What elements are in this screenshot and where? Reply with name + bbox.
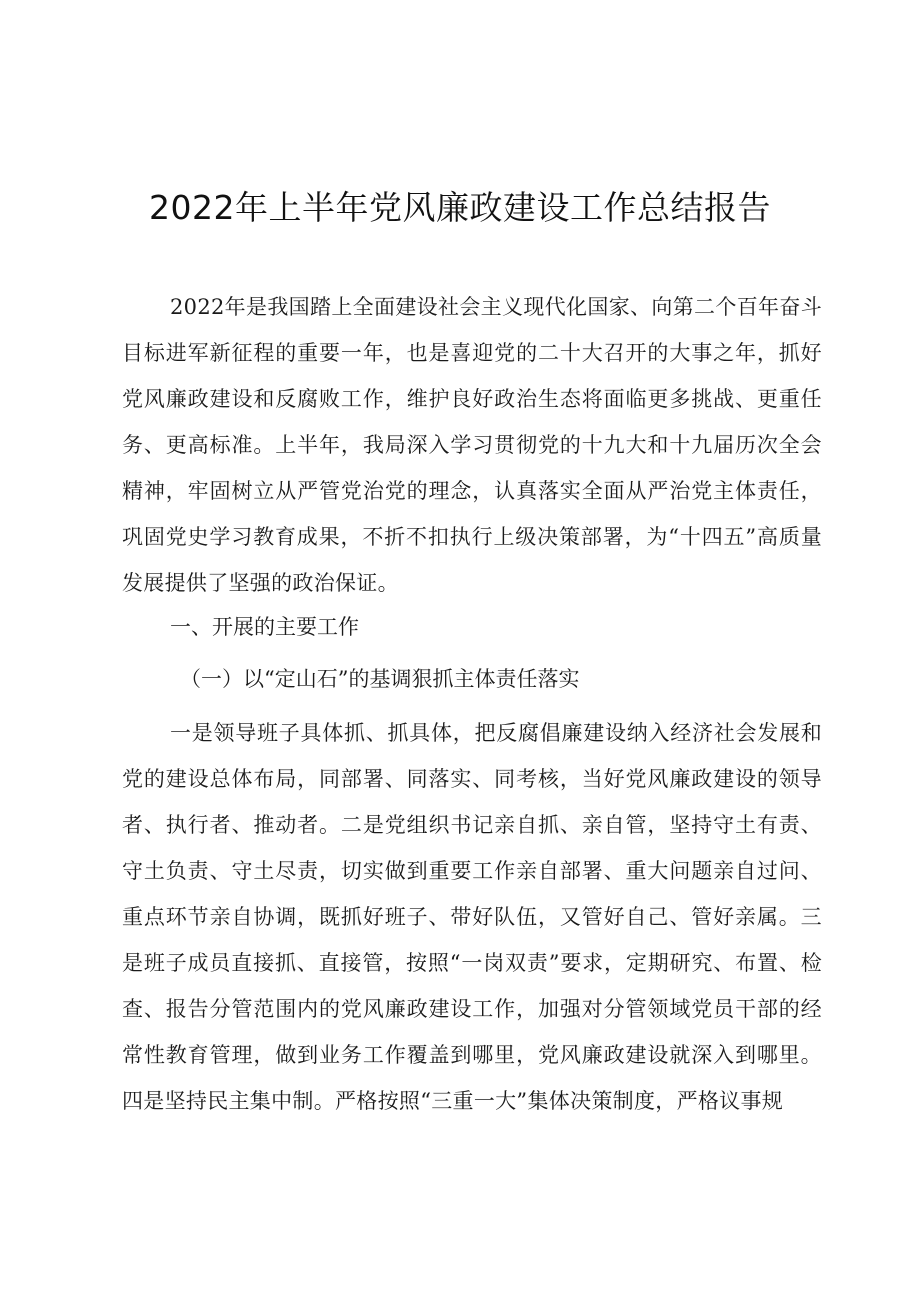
document-title: 2022年上半年党风廉政建设工作总结报告	[149, 188, 771, 227]
intro-paragraph: 2022年是我国踏上全面建设社会主义现代化国家、向第二个百年奋斗目标进军新征程的重要一年，也是喜迎党的二十大召开的大事之年，抓好党风廉政建设和反腐败工作，维护良好政治生态将面临更多挑战、更重任务、更高标准。上半年，我局深入学习贯彻党的十九大和十九届历次全会精神，牢固树立从严管党治党的理念，认真落实全面从严治党主体责任，巩固党史学习教育成果，不折不扣执行上级决策部署，为“十四五”高质量发展提供了坚强的政治保证。	[122, 295, 822, 595]
section-heading: 一、开展的主要工作	[170, 615, 359, 639]
subsection-heading: （一）以“定山石”的基调狠抓主体责任落实	[180, 667, 580, 691]
body-paragraph: 一是领导班子具体抓、抓具体，把反腐倡廉建设纳入经济社会发展和党的建设总体布局，同部署、同落实、同考核，当好党风廉政建设的领导者、执行者、推动者。二是党组织书记亲自抓、亲自管，坚持守土有责、守土负责、守土尽责，切实做到重要工作亲自部署、重大问题亲自过问、重点环节亲自协调，既抓好班子、带好队伍，又管好自己、管好亲属。三是班子成员直接抓、直接管，按照“一岗双责”要求，定期研究、布置、检查、报告分管范围内的党风廉政建设工作，加强对分管领域党员干部的经常性教育管理，做到业务工作覆盖到哪里，党风廉政建设就深入到哪里。四是坚持民主集中制。严格按照“三重一大”集体决策制度，严格议事规	[122, 721, 822, 1113]
